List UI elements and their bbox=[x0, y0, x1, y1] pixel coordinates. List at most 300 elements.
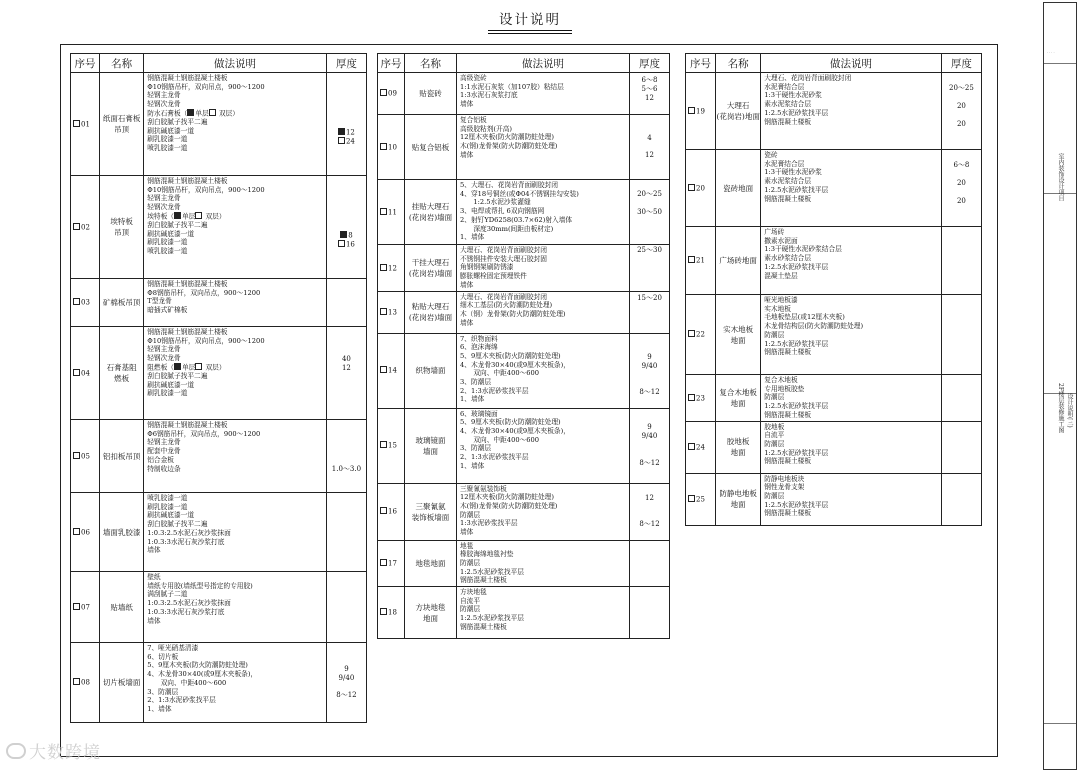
row-code bbox=[378, 180, 405, 245]
description-line: 刮白胶腻子找平二遍 bbox=[147, 221, 208, 230]
table-row bbox=[378, 291, 670, 333]
row-name-line: 石膏基阻 bbox=[106, 363, 137, 372]
row-name-line: (花岗岩)墙面 bbox=[408, 313, 453, 323]
thickness-line bbox=[630, 485, 669, 494]
row-name-line: 装饰板墙面 bbox=[411, 512, 450, 522]
thickness-line bbox=[630, 217, 669, 226]
description-line: 1:3干硬性水泥砂浆 bbox=[764, 91, 822, 100]
row-code-text: 01 bbox=[81, 120, 90, 129]
row-code bbox=[378, 483, 405, 540]
thickness-line bbox=[630, 303, 669, 312]
description-line: 1:2.5水泥沙浆灌缝 bbox=[460, 198, 531, 207]
thickness-line bbox=[327, 447, 366, 456]
checkbox-icon[interactable] bbox=[688, 330, 695, 337]
description-line: 钢筋混凝土楼板 bbox=[764, 117, 812, 126]
spec-table-1 bbox=[70, 53, 367, 723]
table-row bbox=[378, 245, 670, 292]
thickness-line: 15～20 bbox=[637, 294, 662, 303]
row-code bbox=[378, 245, 405, 292]
row-thickness bbox=[630, 540, 670, 587]
checked-box-icon bbox=[174, 363, 181, 370]
description-line: 广场砖 bbox=[764, 228, 785, 236]
description-line: 4、穿18号铜丝(或Φ04不锈钢挂勾安装) bbox=[460, 189, 579, 198]
description-line: 1:3水泥砂浆找平层 bbox=[460, 519, 518, 528]
row-code bbox=[686, 150, 716, 227]
thickness-line: 5～6 bbox=[641, 84, 658, 93]
description-line: 7、哑光硝基清漆 bbox=[147, 644, 199, 652]
spec-table-3 bbox=[685, 53, 982, 526]
thickness-line: 8～12 bbox=[336, 691, 357, 700]
table-row bbox=[71, 73, 367, 176]
thickness-line: 9 bbox=[647, 423, 652, 432]
description-line: 复合铝板 bbox=[460, 116, 487, 124]
row-thickness bbox=[326, 643, 366, 723]
description-line: 3、防潮层 bbox=[460, 444, 492, 453]
row-thickness bbox=[941, 73, 981, 150]
row-thickness bbox=[630, 483, 670, 540]
header-desc: 做法说明 bbox=[457, 54, 630, 73]
row-description bbox=[761, 421, 942, 473]
thickness-line bbox=[327, 101, 366, 110]
thickness-line bbox=[942, 188, 981, 197]
row-thickness bbox=[630, 587, 670, 639]
checkbox-icon[interactable] bbox=[73, 528, 80, 535]
description-line: 防潮层 bbox=[460, 510, 481, 519]
row-thickness bbox=[630, 408, 670, 483]
row-name bbox=[405, 408, 457, 483]
description-line: Φ8钢筋吊杆，双向吊点，900～1200 bbox=[147, 288, 261, 297]
thickness-line bbox=[327, 258, 366, 267]
checkbox-icon[interactable] bbox=[380, 507, 387, 514]
row-name-line: 吊顶 bbox=[114, 228, 130, 237]
checked-box-icon bbox=[338, 128, 345, 135]
description-line: 轻钢主龙骨 bbox=[147, 91, 181, 100]
thickness-line: 40 bbox=[341, 355, 351, 364]
thickness-line bbox=[327, 391, 366, 400]
row-name bbox=[100, 493, 144, 572]
row-description bbox=[144, 493, 327, 572]
row-code-text: 20 bbox=[696, 184, 705, 193]
description-line: 大理石、花岗岩背面刷胶封闭 bbox=[764, 74, 852, 82]
checkbox-icon[interactable] bbox=[73, 120, 80, 127]
thickness-line bbox=[327, 93, 366, 102]
row-code bbox=[71, 279, 100, 327]
checkbox-icon[interactable] bbox=[688, 184, 695, 191]
table-row bbox=[71, 176, 367, 279]
checked-box-icon bbox=[187, 109, 194, 116]
row-name bbox=[716, 227, 761, 295]
checkbox-icon[interactable] bbox=[380, 441, 387, 448]
description-line: 轻钢次龙骨 bbox=[147, 354, 181, 363]
row-name-line: 地面 bbox=[423, 613, 438, 623]
checkbox-icon[interactable] bbox=[380, 143, 387, 150]
description-line: 素水泥浆结合层 bbox=[764, 100, 812, 109]
unchecked-box-icon bbox=[195, 212, 202, 219]
description-line: 高级胶粘剂(开高) bbox=[460, 124, 513, 133]
checkbox-icon[interactable] bbox=[380, 264, 387, 271]
row-name bbox=[405, 115, 457, 180]
description-line: 钢筋混凝土钢筋混凝土楼板 bbox=[147, 177, 228, 185]
row-name-line: 瓷砖地面 bbox=[723, 183, 754, 193]
description-line: Φ10钢筋吊杆，双向吊点，900～1200 bbox=[147, 82, 265, 91]
description-line: 1:2.5水泥砂浆找平层 bbox=[764, 185, 829, 194]
description-line: 7、织物面料 bbox=[460, 334, 498, 343]
description-line: 木(钢)龙骨架(防火防潮防蛀处理) bbox=[460, 142, 558, 151]
checkbox-icon[interactable] bbox=[380, 89, 387, 96]
description-line: 墙体 bbox=[460, 100, 474, 109]
row-name-line: 吊顶 bbox=[114, 125, 130, 134]
description-line: 1:0.3:3水泥石灰沙浆打底 bbox=[147, 537, 225, 546]
description-line: 墙体 bbox=[460, 318, 474, 327]
checkbox-icon[interactable] bbox=[380, 559, 387, 566]
description-line: 防静电地板块 bbox=[764, 474, 805, 483]
row-name bbox=[405, 291, 457, 333]
checkbox-icon[interactable] bbox=[688, 443, 695, 450]
row-code-text: 06 bbox=[81, 528, 90, 537]
row-name bbox=[100, 73, 144, 176]
row-code-text: 14 bbox=[388, 366, 397, 375]
row-thickness bbox=[630, 115, 670, 180]
row-description bbox=[144, 279, 327, 327]
checkbox-icon[interactable] bbox=[688, 495, 695, 502]
description-line: 刷抗碱底漆一道 bbox=[147, 511, 195, 520]
row-name bbox=[100, 643, 144, 723]
thickness-line bbox=[630, 125, 669, 134]
checkbox-icon[interactable] bbox=[688, 107, 695, 114]
description-line: 防潮层 bbox=[764, 393, 785, 402]
row-name-line: (花岗岩)墙面 bbox=[408, 268, 453, 278]
row-name-line: 铝扣板吊顶 bbox=[102, 451, 141, 461]
table-row bbox=[378, 540, 670, 587]
unchecked-box-icon bbox=[209, 109, 216, 116]
row-description bbox=[144, 176, 327, 279]
row-description bbox=[457, 291, 630, 333]
description-line: 刷乳胶漆一道 bbox=[147, 135, 188, 144]
table-row bbox=[686, 295, 982, 375]
thickness-line bbox=[327, 347, 366, 356]
description-line: 轻钢次龙骨 bbox=[147, 203, 181, 212]
description-line: 1、墙体 bbox=[147, 704, 172, 713]
thickness-line bbox=[327, 84, 366, 93]
row-code bbox=[71, 572, 100, 643]
thickness-line: 9/40 bbox=[338, 673, 355, 682]
row-description bbox=[761, 375, 942, 422]
row-code bbox=[378, 540, 405, 587]
row-code bbox=[71, 176, 100, 279]
description-line: 刷乳胶漆一道 bbox=[147, 238, 188, 247]
description-line: 木龙骨结构层(防火防潮防蛀处理) bbox=[764, 322, 864, 331]
table-row bbox=[378, 587, 670, 639]
thickness-line bbox=[327, 438, 366, 447]
unchecked-box-icon bbox=[195, 363, 202, 370]
checked-box-icon bbox=[174, 212, 181, 219]
spec-table-2 bbox=[377, 53, 670, 639]
thickness-line: 12 bbox=[645, 151, 654, 160]
description-line: 钢筋混凝土楼板 bbox=[460, 622, 507, 631]
row-name bbox=[405, 483, 457, 540]
description-line: 木（钢）龙骨架(防火防潮防蛀处理) bbox=[460, 309, 566, 318]
row-name bbox=[716, 295, 761, 375]
row-name-line: 实木地板 bbox=[723, 324, 754, 334]
row-description bbox=[457, 115, 630, 180]
row-description bbox=[144, 73, 327, 176]
row-name-line: (花岗岩)地面 bbox=[716, 112, 760, 121]
row-name-line: 埃特板 bbox=[110, 217, 133, 226]
row-code-text: 10 bbox=[388, 143, 397, 152]
description-line: 哑光地板漆 bbox=[764, 296, 798, 304]
description-line: 钢筋混凝土楼板 bbox=[764, 410, 812, 419]
row-name-line: 地面 bbox=[730, 448, 746, 458]
row-code-text: 13 bbox=[388, 308, 397, 317]
description-line: 3、防潮层 bbox=[147, 687, 179, 696]
thickness-line bbox=[630, 312, 669, 321]
description-line: 专用地板胶垫 bbox=[764, 384, 805, 393]
description-line: 1:2.5水泥砂浆找平层 bbox=[764, 448, 829, 457]
description-line: 1:0.3:2.5水泥石灰沙浆抹面 bbox=[147, 528, 231, 537]
description-line: 1、墙体 bbox=[460, 461, 485, 470]
thickness-line: 16 bbox=[327, 240, 366, 250]
table-row bbox=[378, 115, 670, 180]
row-code-text: 17 bbox=[388, 559, 397, 568]
description-line: 1:2.5水泥砂浆找平层 bbox=[460, 614, 524, 623]
row-thickness bbox=[630, 180, 670, 245]
description-line: 细木工基层(防火防潮防蛀处理) bbox=[460, 301, 553, 310]
row-code-text: 04 bbox=[81, 369, 90, 378]
description-line: 防潮层 bbox=[460, 558, 481, 567]
checkbox-icon[interactable] bbox=[380, 366, 387, 373]
description-line: 3、防潮层 bbox=[460, 378, 492, 387]
thickness-line: 12 bbox=[645, 93, 654, 102]
table-row bbox=[378, 73, 670, 115]
thickness-line bbox=[630, 344, 669, 353]
thickness-line: 8～12 bbox=[639, 520, 660, 529]
thickness-line bbox=[630, 143, 669, 152]
description-line: 4、木龙骨30×40(或9厘木夹板条)， bbox=[147, 670, 258, 679]
row-description bbox=[144, 643, 327, 723]
description-line: 大理石、花岗岩背面刷胶封闭 bbox=[460, 292, 547, 301]
description-line: 胶地板 bbox=[764, 422, 785, 431]
thickness-line bbox=[327, 204, 366, 213]
row-thickness bbox=[941, 473, 981, 525]
thickness-line bbox=[327, 456, 366, 465]
description-line: T型龙骨 bbox=[147, 297, 172, 306]
row-name bbox=[716, 421, 761, 473]
thickness-line bbox=[630, 503, 669, 512]
description-line: 1:3干硬性水泥砂浆结合层 bbox=[764, 245, 842, 254]
row-code-text: 25 bbox=[696, 495, 705, 504]
company-logo-text: · · · · bbox=[1047, 51, 1055, 55]
row-code bbox=[686, 375, 716, 422]
checkbox-icon[interactable] bbox=[73, 452, 80, 459]
thickness-line bbox=[942, 93, 981, 102]
row-thickness bbox=[630, 73, 670, 115]
description-line: 钢筋混凝土楼板 bbox=[764, 509, 812, 518]
thickness-line bbox=[630, 321, 669, 330]
thickness-line bbox=[327, 656, 366, 665]
row-description bbox=[761, 73, 942, 150]
table-row bbox=[378, 180, 670, 245]
checkbox-icon[interactable] bbox=[73, 298, 80, 305]
thickness-line bbox=[327, 155, 366, 164]
row-code bbox=[378, 587, 405, 639]
description-line: 1:2.5水泥砂浆找平层 bbox=[764, 339, 829, 348]
checkbox-icon[interactable] bbox=[73, 223, 80, 230]
thickness-line bbox=[327, 430, 366, 439]
description-line: 方块地毯 bbox=[460, 588, 487, 597]
description-line: 3、电焊或帮扎 6双向钢筋网 bbox=[460, 207, 545, 216]
description-line: 高级瓷砖 bbox=[460, 74, 487, 82]
header-code: 序号 bbox=[378, 54, 405, 73]
row-code-text: 02 bbox=[81, 223, 90, 232]
thickness-line: 4 bbox=[647, 133, 652, 142]
thickness-line: 9 bbox=[344, 664, 349, 673]
row-code-text: 16 bbox=[388, 507, 397, 516]
header-code: 序号 bbox=[686, 54, 716, 73]
description-line: 暗插式矿棉板 bbox=[147, 306, 188, 315]
checkbox-icon[interactable] bbox=[380, 308, 387, 315]
row-code bbox=[378, 115, 405, 180]
row-code bbox=[378, 73, 405, 115]
description-line: 橡胶海绵地毯衬垫 bbox=[460, 550, 514, 559]
description-line: 轻钢主龙骨 bbox=[147, 194, 181, 203]
row-name-line: 地面 bbox=[730, 335, 746, 345]
description-line: 喷乳胶漆一道 bbox=[147, 144, 188, 153]
unchecked-box-icon bbox=[338, 137, 345, 144]
description-line: 钢筋混凝土钢筋混凝土楼板 bbox=[147, 74, 228, 82]
thickness-line: 20 bbox=[956, 119, 966, 128]
thickness-line bbox=[630, 225, 669, 234]
table-row bbox=[686, 375, 982, 422]
description-line: 素水砂浆结合层 bbox=[764, 254, 812, 263]
thickness-line bbox=[630, 415, 669, 424]
checkbox-icon[interactable] bbox=[380, 608, 387, 615]
description-line: 轻钢主龙骨 bbox=[147, 345, 181, 354]
thickness-line bbox=[630, 181, 669, 190]
row-name-line: 玻璃镜面 bbox=[415, 435, 446, 445]
header-name: 名称 bbox=[716, 54, 761, 73]
description-line: 阻燃板（ 单层 双层） bbox=[147, 363, 226, 372]
description-line: 1、墙体 bbox=[460, 233, 485, 242]
description-line: 膨胀螺栓固定预埋铁件 bbox=[460, 272, 527, 281]
row-name bbox=[405, 333, 457, 408]
thickness-line bbox=[327, 647, 366, 656]
sheet-name: 2F楼层装修施工图 bbox=[1057, 383, 1064, 433]
thickness-line: 20 bbox=[956, 196, 966, 205]
row-code-text: 09 bbox=[388, 89, 397, 98]
table-row bbox=[71, 572, 367, 643]
thickness-line: 20 bbox=[956, 179, 966, 188]
description-line: 钢性龙骨支架 bbox=[764, 483, 805, 492]
row-thickness bbox=[326, 73, 366, 176]
description-line: 刷抗碱底漆一道 bbox=[147, 229, 195, 238]
thickness-line: 8～12 bbox=[639, 388, 660, 397]
row-name-line: 胶地板 bbox=[726, 437, 750, 447]
row-name-line: 贴墙纸 bbox=[110, 602, 133, 612]
description-line: 墙体 bbox=[460, 528, 474, 537]
thickness-line bbox=[327, 147, 366, 156]
thickness-line: 9/40 bbox=[641, 432, 658, 441]
description-line: 自流平 bbox=[764, 431, 785, 440]
row-description bbox=[457, 245, 630, 292]
checkbox-icon[interactable] bbox=[688, 394, 695, 401]
row-description bbox=[144, 327, 327, 420]
thickness-line bbox=[630, 255, 669, 264]
thickness-line bbox=[942, 129, 981, 138]
description-line: 12厘木夹板(防火防潮防蛀处理) bbox=[460, 493, 554, 502]
thickness-line bbox=[327, 700, 366, 709]
row-name-line: 墙面 bbox=[423, 446, 438, 456]
row-name-line: 粘贴大理石 bbox=[411, 302, 450, 312]
row-name-line: 干挂大理石 bbox=[411, 257, 450, 267]
thickness-line: 25～30 bbox=[637, 245, 662, 254]
checkbox-icon[interactable] bbox=[73, 678, 80, 685]
thickness-line bbox=[327, 338, 366, 347]
description-line: 实木地板 bbox=[764, 304, 791, 313]
description-line: 墙体 bbox=[147, 616, 161, 625]
thickness-line bbox=[327, 373, 366, 382]
description-line: 防潮层 bbox=[460, 605, 481, 614]
description-line: 双向、中距400～600 bbox=[147, 678, 227, 687]
checkbox-icon[interactable] bbox=[73, 369, 80, 376]
description-line: 1:2.5水泥砂浆找平层 bbox=[764, 108, 829, 117]
table-row bbox=[686, 150, 982, 227]
row-description bbox=[457, 408, 630, 483]
table-row bbox=[686, 421, 982, 473]
description-line: 壁纸 bbox=[147, 573, 161, 581]
row-name-line: 大理石 bbox=[726, 101, 750, 110]
description-line: 钢筋混凝土楼板 bbox=[764, 457, 812, 466]
row-name-line: 切片板墙面 bbox=[102, 678, 141, 687]
description-line: 满刮腻子二道 bbox=[147, 590, 188, 599]
description-line: 复合木地板 bbox=[764, 376, 798, 384]
row-code-text: 21 bbox=[696, 256, 705, 265]
description-line: 三聚氰氨装饰板 bbox=[460, 484, 507, 493]
description-line: 2、1:3水泥砂浆找平层 bbox=[460, 386, 529, 395]
thickness-line bbox=[327, 683, 366, 692]
row-name bbox=[405, 73, 457, 115]
row-code bbox=[686, 73, 716, 150]
table-row bbox=[71, 643, 367, 723]
checkbox-icon[interactable] bbox=[380, 208, 387, 215]
row-name bbox=[716, 150, 761, 227]
row-description bbox=[761, 150, 942, 227]
header-desc: 做法说明 bbox=[761, 54, 942, 73]
description-line: 撒素水泥面 bbox=[764, 236, 798, 245]
thickness-line bbox=[327, 250, 366, 259]
row-name bbox=[405, 587, 457, 639]
thickness-line bbox=[327, 196, 366, 205]
checkbox-icon[interactable] bbox=[688, 256, 695, 263]
description-line: 1:2.5水泥砂浆找平层 bbox=[460, 567, 524, 576]
description-line: 2、1:3水泥砂浆找平层 bbox=[460, 453, 529, 462]
row-code-text: 18 bbox=[388, 608, 397, 617]
description-line: 轻钢主龙骨 bbox=[147, 438, 181, 447]
thickness-line: 24 bbox=[327, 137, 366, 147]
row-thickness bbox=[630, 291, 670, 333]
description-line: 钢筋混凝土钢筋混凝土楼板 bbox=[147, 421, 228, 429]
unchecked-box-icon bbox=[338, 240, 345, 247]
header-thick: 厚度 bbox=[941, 54, 981, 73]
checkbox-icon[interactable] bbox=[73, 603, 80, 610]
row-code-text: 11 bbox=[388, 208, 397, 217]
description-line: 2、射钉YD6258(03.7×62)射入墙体 bbox=[460, 215, 573, 224]
row-description bbox=[144, 420, 327, 493]
thickness-line: 6～8 bbox=[641, 75, 658, 84]
description-line: 墙体 bbox=[460, 280, 474, 289]
row-code-text: 24 bbox=[696, 443, 705, 452]
row-description bbox=[761, 227, 942, 295]
row-thickness bbox=[941, 375, 981, 422]
